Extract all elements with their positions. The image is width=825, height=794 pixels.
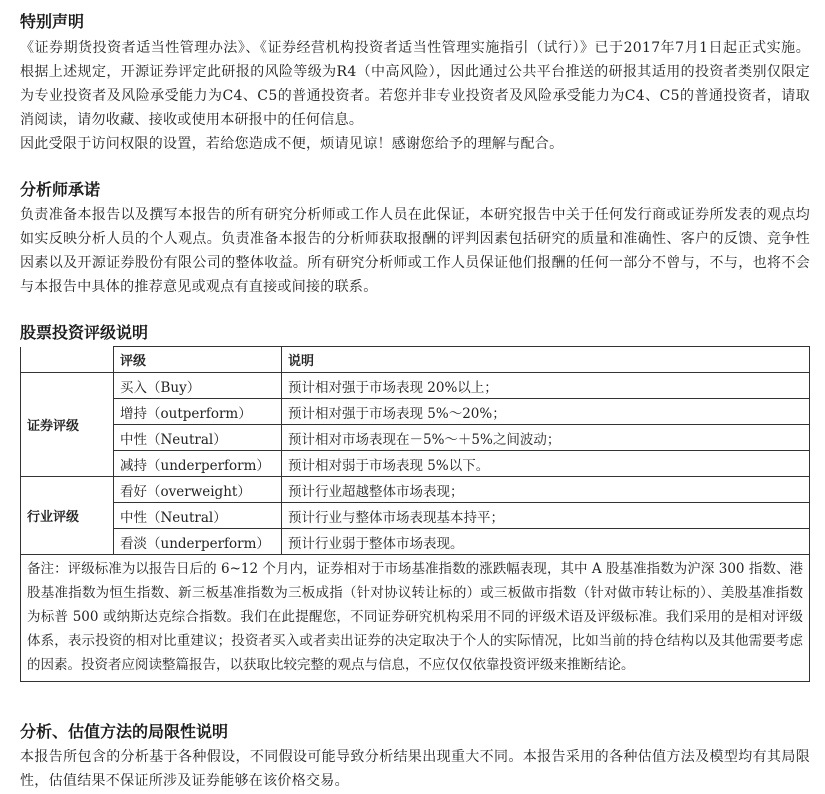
level-cell: 中性（Neutral）: [114, 503, 282, 529]
category-securities: 证券评级: [21, 373, 114, 477]
header-desc: 说明: [282, 347, 810, 373]
table-note-row: [21, 555, 810, 682]
level-cell: 看好（overweight）: [114, 477, 282, 503]
level-cell: 增持（outperform）: [114, 399, 282, 425]
rating-table: [20, 346, 810, 682]
special-statement-paragraph: 因此受限于访问权限的设置，若给您造成不便，烦请见谅！感谢您给予的理解与配合。: [20, 136, 564, 152]
special-statement-paragraph: 《证券期货投资者适当性管理办法》、《证券经营机构投资者适当性管理实施指引（试行）》已于2017年7月1日起正式实施。根据上述规定，开源证券评定此研报的风险等级为R4（中高风险），因此通过公共平台推送的研报其适用的投资者类别仅限定为专业投资者及风险承受能力为C4、C5的普通投资者。若您并非专业投资者及风险承受能力为C4、C5的普通投资者，请取消阅读，请勿收藏、接收或使用本研报中的任何信息。: [20, 40, 810, 128]
limitations-title: 分析、估值方法的局限性说明: [20, 722, 229, 741]
table-row: [21, 503, 810, 529]
desc-cell: 预计行业超越整体市场表现；: [282, 477, 810, 503]
desc-cell: 预计相对强于市场表现 20%以上；: [282, 373, 810, 399]
desc-cell: 预计相对市场表现在－5%～＋5%之间波动；: [282, 425, 810, 451]
header-level: 评级: [114, 347, 282, 373]
table-corner: [21, 347, 114, 373]
level-cell: 中性（Neutral）: [114, 425, 282, 451]
rating-table-title: 股票投资评级说明: [20, 323, 149, 342]
analyst-commitment-paragraph: 负责准备本报告以及撰写本报告的所有研究分析师或工作人员在此保证，本研究报告中关于任何发行商或证券所发表的观点均如实反映分析人员的个人观点。负责准备本报告的分析师获取报酬的评判因素包括研究的质量和准确性、客户的反馈、竞争性因素以及开源证券股份有限公司的整体收益。所有研究分析师或工作人员保证他们报酬的任何一部分不曾与，不与，也将不会与本报告中具体的推荐意见或观点有直接或间接的联系。: [20, 207, 810, 295]
special-statement-text: [20, 36, 810, 156]
special-statement-title: 特别声明: [20, 12, 85, 31]
table-row: [21, 529, 810, 555]
desc-cell: 预计相对弱于市场表现 5%以下。: [282, 451, 810, 477]
table-row: [21, 425, 810, 451]
analyst-commitment-title: 分析师承诺: [20, 180, 101, 199]
level-cell: 看淡（underperform）: [114, 529, 282, 555]
limitations-text: [20, 745, 810, 793]
desc-cell: 预计行业与整体市场表现基本持平；: [282, 503, 810, 529]
desc-cell: 预计行业弱于整体市场表现。: [282, 529, 810, 555]
limitations-paragraph: 本报告所包含的分析基于各种假设，不同假设可能导致分析结果出现重大不同。本报告采用的各种估值方法及模型均有其局限性，估值结果不保证所涉及证券能够在该价格交易。: [20, 749, 810, 789]
rating-note: 备注：评级标准为以报告日后的 6~12 个月内，证券相对于市场基准指数的涨跌幅表现，其中 A 股基准指数为沪深 300 指数、港股基准指数为恒生指数、新三板基准指数为三板成指（针对协议转让标的）或三板做市指数（针对做市转让标的）、美股基准指数为标普 500 或纳斯达克综合指数。我们在此提醒您，不同证券研究机构采用不同的评级术语及评级标准。我们采用的是相对评级体系，表示投资的相对比重建议；投资者买入或者卖出证券的决定取决于个人的实际情况，比如当前的持仓结构以及其他需要考虑的因素。投资者应阅读整篇报告，以获取比较完整的观点与信息，不应仅仅依靠投资评级来推断结论。: [21, 555, 810, 682]
table-row: [21, 373, 810, 399]
level-cell: 买入（Buy）: [114, 373, 282, 399]
analyst-commitment-text: [20, 203, 810, 299]
table-row: [21, 399, 810, 425]
category-industry: 行业评级: [21, 477, 114, 555]
table-row: [21, 451, 810, 477]
desc-cell: 预计相对强于市场表现 5%～20%；: [282, 399, 810, 425]
table-row: [21, 477, 810, 503]
table-header-row: [21, 347, 810, 373]
level-cell: 减持（underperform）: [114, 451, 282, 477]
